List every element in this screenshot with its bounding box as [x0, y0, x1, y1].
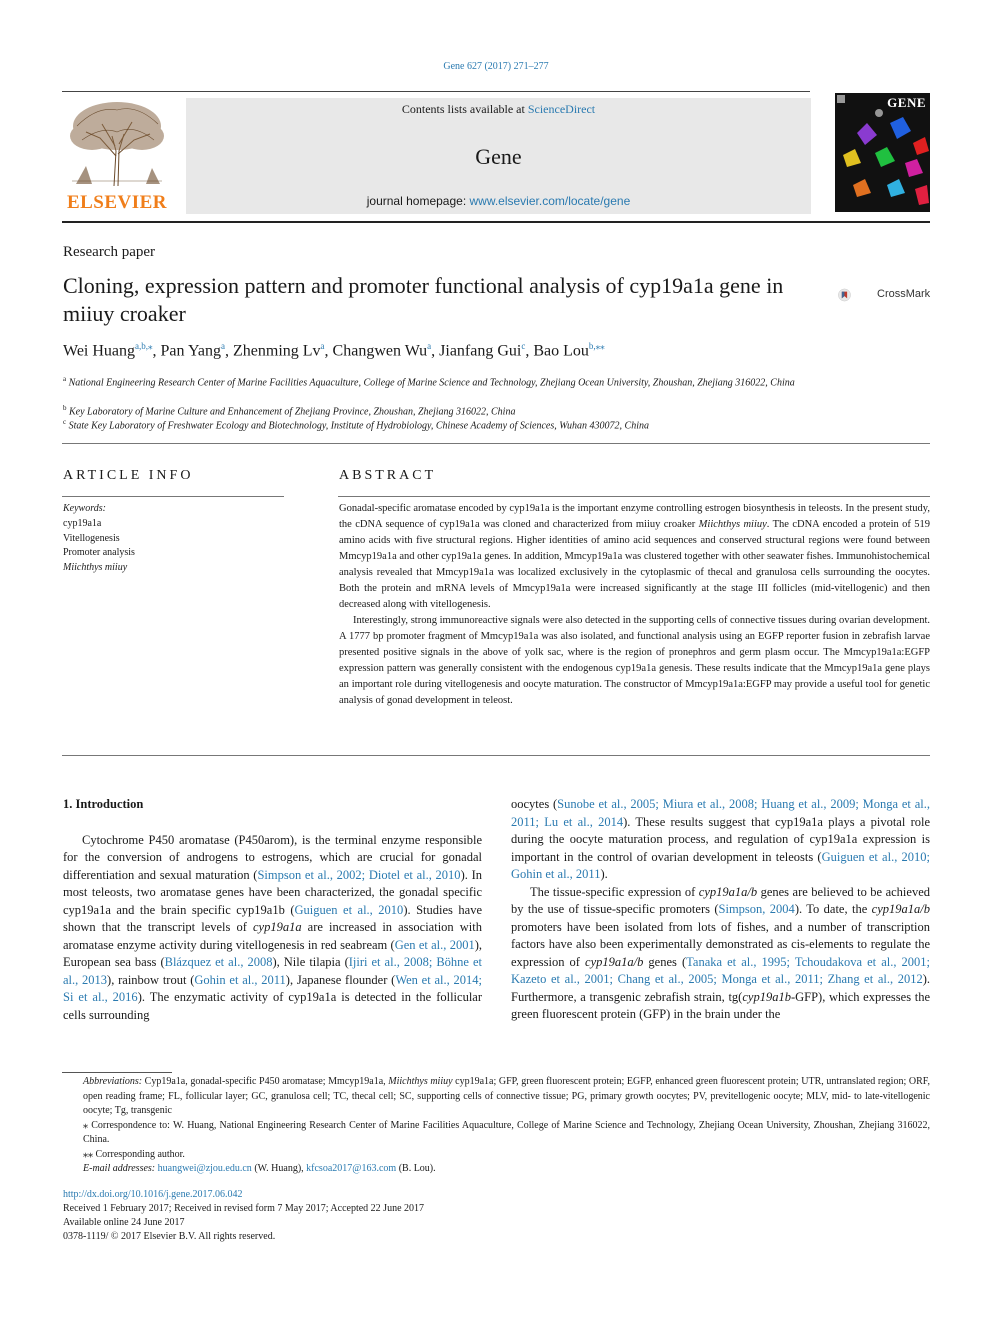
corresponding-author-footnote: ⁎⁎ Corresponding author.	[83, 1148, 185, 1160]
section-heading: 1. Introduction	[63, 797, 144, 811]
text-run: ), rainbow trout (	[107, 972, 195, 987]
text-run: ). The enzymatic activity of cyp19a1a is detected in the follicular cells surrounding	[63, 990, 483, 1022]
text-run: cyp19a1a; GFP, green fluorescent protein; EGFP, enhanced green fluorescent protein; UTR, untranslated region; ORF, open reading frame; FL, follicular layer; GC, granulosa cell; TC, thecal cell; SC, supporting cells of connective tissue; PG, primary growth oocytes; PV, previtellogenic oocyte; MLV, mid- to late-vitellogenic oocyte; Tg, transgenic	[83, 1076, 931, 1116]
citation-link[interactable]: Tanaka et al., 1995; Tchoudakova et al., 2001; Kazeto et al., 2001; Chang et al., 2005; Monga et al., 2011; Zhang et al., 2012	[511, 954, 931, 986]
abstract-bottom-rule	[62, 755, 930, 756]
species-name: Miichthys miiuy	[698, 519, 767, 530]
journal-name: Gene	[475, 144, 522, 169]
body-column-right	[511, 796, 930, 1024]
text-run: ). These results suggest that cyp19a1a plays a pivotal role during the oocyte maturation process, and regulation of cyp19a1a expression is important in the control of ovarian development in teleosts (	[511, 814, 930, 864]
author-affil-mark[interactable]: b,⁎⁎	[588, 341, 605, 351]
text-run: promoters have been isolated from lots of fishes, and a number of transcription factors have also been experimentally demonstrated as cis-elements to regulate the expression of	[511, 919, 930, 969]
text-run: Cyp19a1a, gonadal-specific P450 aromatase; Mmcyp19a1a,	[142, 1076, 389, 1087]
text-run: oocytes (	[511, 797, 558, 811]
article-info-rule	[62, 496, 284, 497]
article-history: Received 1 February 2017; Received in revised form 7 May 2017; Accepted 22 June 2017	[63, 1203, 425, 1214]
keyword: Miichthys miiuy	[63, 561, 128, 573]
footnotes	[63, 1075, 930, 1177]
citation-link[interactable]: Gen et al., 2001	[394, 937, 475, 952]
citation-link[interactable]: Ijiri et al., 2008; Böhne et al., 2013	[63, 955, 483, 987]
affiliation-mark: b	[63, 404, 67, 412]
text-run: ), Japanese flounder (	[285, 972, 396, 987]
contents-prefix: Contents lists available at	[401, 102, 528, 116]
citation-link[interactable]: Simpson et al., 2002; Diotel et al., 2010	[257, 867, 461, 882]
gene-name: cyp19a1a/b	[871, 902, 930, 916]
text-run: The tissue-specific expression of	[530, 884, 699, 899]
crossmark-label[interactable]: CrossMark	[877, 288, 931, 300]
abstract-heading: ABSTRACT	[339, 468, 437, 483]
email-label: E-mail addresses:	[83, 1163, 156, 1174]
header-divider	[62, 91, 810, 92]
affiliation	[63, 415, 803, 433]
gene-name: cyp19a1b	[742, 989, 791, 1004]
gene-name: cyp19a1a	[252, 920, 302, 934]
gene-name: cyp19a1a/b	[585, 954, 644, 969]
citation-link[interactable]: Guiguen et al., 2010; Gohin et al., 2011	[511, 849, 930, 881]
journal-citation[interactable]: Gene 627 (2017) 271–277	[443, 61, 549, 72]
affiliation-mark: a	[63, 375, 67, 383]
text-run: genes (	[643, 954, 687, 969]
citation-link[interactable]: Gohin et al., 2011	[194, 972, 286, 987]
author-name[interactable]: Jianfang Gui	[439, 342, 522, 360]
affiliation-divider	[62, 443, 930, 444]
text-run: are increased in association with aromatase enzyme activity during vitellogenesis in red seabream (	[63, 920, 482, 952]
correspondence-footnote: ⁎ Correspondence to: W. Huang, National Engineering Research Center of Marine Facilities Aquaculture, College of Marine Science and Technology, Zhejiang Ocean University, Zhoushan, Zhejiang 316022, China.	[83, 1119, 930, 1145]
keyword: cyp19a1a	[63, 518, 102, 529]
text-run: (B. Lou).	[396, 1163, 436, 1174]
abstract-paragraph: Interestingly, strong immunoreactive signals were also detected in the supporting cells of connective tissues during ovarian development. A 1777 bp promoter fragment of Mmcyp19a1a was also isolated, and functional analysis using an EGFP reporter fusion in zebrafish larvae presented positive signals in the above of yolk sac, where is the region of pronephros and germ plasm occur. The Mmcyp19a1a:EGFP expression pattern was generally consistent with the endogenous cyp19a1a genesis. These results indicate that the Mmcyp19a1a gene plays an important role during vitellogenesis and oocyte maturation. The constructor of Mmcyp19a1a:EGFP may provide a useful tool for genetic analysis of gonad development in teleost.	[339, 615, 930, 706]
footnote-rule	[62, 1072, 172, 1073]
header-bottom-rule	[62, 221, 930, 223]
author-name[interactable]: Zhenming Lv	[233, 342, 321, 360]
citation-link[interactable]: Blázquez et al., 2008	[164, 955, 273, 969]
body-paragraph	[511, 796, 930, 884]
author-name[interactable]: Bao Lou	[533, 342, 589, 360]
text-run: -GFP), which expresses the green fluorescent protein (GFP) in the brain under the	[511, 989, 930, 1021]
affiliation-text: National Engineering Research Center of Marine Facilities Aquaculture, College of Marine Science and Technology, Zhejiang Ocean University, Zhoushan, Zhejiang 316022, China	[68, 377, 795, 389]
online-date: Available online 24 June 2017	[63, 1217, 185, 1228]
keyword: Vitellogenesis	[63, 532, 120, 544]
journal-homepage-line	[186, 194, 811, 208]
author-name[interactable]: Changwen Wu	[332, 342, 428, 360]
keyword-list	[63, 517, 135, 575]
elsevier-wordmark: ELSEVIER	[66, 192, 168, 213]
author-affil-mark[interactable]: a	[320, 341, 325, 351]
article-info-heading: ARTICLE INFO	[63, 468, 194, 483]
affiliation-mark: c	[63, 418, 67, 426]
author-name[interactable]: Wei Huang	[63, 342, 136, 360]
text-run: Cytochrome P450 aromatase (P450arom), is the terminal enzyme responsible for the conversion of androgens to estrogens, which are crucial for gonadal differentiation and sexual maturation (	[63, 832, 482, 882]
journal-cover-image	[835, 93, 930, 212]
text-run: ). Furthermore, a transgenic zebrafish strain, tg(	[511, 972, 930, 1004]
abbreviations-label: Abbreviations:	[83, 1076, 143, 1087]
author-affil-mark[interactable]: a	[221, 341, 225, 351]
email-footnote	[63, 1162, 930, 1177]
author-name[interactable]: Pan Yang	[160, 342, 221, 360]
text-run: . The cDNA encoded a protein of 519 amino acids with five structural regions. Higher identities of amino acid sequences and conserved structural regions were found between Mmcyp19a1a and other cyp19a1a genes. In addition, Mmcyp19a1a was clustered together with other seawater fishes. Immunohistochemical analysis revealed that Mmcyp19a1a was localized exclusively in the cytoplasmic of thecal and granulosa cells surrounding the oocytes. Both the protein and mRNA levels of Mmcyp19a1a were increased significantly at the stage III follicles (mid-vitellogenic) and then decreased along with vitellogenesis.	[339, 519, 931, 610]
body-paragraph	[63, 832, 482, 1025]
text-run: Gonadal-specific aromatase encoded by cyp19a1a is the important enzyme controlling estrogen biosynthesis in teleosts. In the present study, the cDNA sequence of cyp19a1a was cloned and characterized from miiuy croaker	[339, 503, 930, 530]
author-affil-mark[interactable]: a	[427, 341, 432, 351]
article-title: Cloning, expression pattern and promoter functional analysis of cyp19a1a gene in miiuy croaker	[63, 273, 784, 326]
text-run: ). To date, the	[794, 902, 872, 916]
affiliation-text: Key Laboratory of Marine Culture and Enhancement of Zhejiang Province, Zhoushan, Zhejiang 316022, China	[69, 406, 516, 418]
abstract-rule	[338, 496, 930, 497]
text-run: ), Nile tilapia (	[272, 955, 349, 969]
keyword: Promoter analysis	[63, 547, 135, 558]
abbreviations-footnote	[63, 1075, 930, 1119]
text-run: ).	[600, 867, 608, 881]
author-affil-mark[interactable]: c	[521, 341, 526, 351]
publication-info	[63, 1188, 424, 1244]
citation-link[interactable]: Simpson, 2004	[718, 902, 795, 916]
text-run: ). In most teleosts, two aromatase genes have been characterized, the gonadal specific cyp19a1a and the brain specific cyp19a1b (	[63, 867, 482, 917]
copyright-line: 0378-1119/ © 2017 Elsevier B.V. All rights reserved.	[63, 1231, 276, 1242]
affiliation-text: State Key Laboratory of Freshwater Ecology and Biotechnology, Institute of Hydrobiology, Chinese Academy of Sciences, Wuhan 430072, China	[68, 420, 649, 432]
text-run: genes are believed to be achieved by the use of tissue-specific promoters (	[511, 884, 931, 916]
email-link[interactable]: kfcsoa2017@163.com	[306, 1163, 397, 1174]
body-paragraph	[511, 884, 930, 1024]
citation-link[interactable]: Sunobe et al., 2005; Miura et al., 2008; Huang et al., 2009; Monga et al., 2011; Lu et al., 2014	[511, 797, 930, 829]
keywords-label: Keywords:	[63, 503, 106, 514]
text-run: ), European sea bass (	[63, 937, 482, 969]
sciencedirect-link[interactable]: ScienceDirect	[527, 102, 596, 116]
gene-name: cyp19a1a/b	[698, 884, 758, 899]
article-type: Research paper	[63, 244, 156, 260]
crossmark-icon[interactable]	[838, 278, 876, 312]
abstract-body	[339, 501, 930, 709]
citation-link[interactable]: Guiguen et al., 2010	[294, 902, 404, 917]
species-name: Miichthys miiuy	[388, 1076, 453, 1087]
journal-homepage-link[interactable]: www.elsevier.com/locate/gene	[469, 194, 631, 208]
author-affil-mark[interactable]: a,b,⁎	[135, 341, 153, 351]
body-column-left	[63, 796, 482, 1024]
affiliation	[63, 372, 803, 390]
author-list: Wei Huang$^{a,b,⁎}$, Pan Yang$^a$, Zhenming Lv$^a$, Changwen Wu$^a$, Jianfang Gui$^c$, Bao Lou$^{b,⁎⁎}$	[63, 341, 605, 360]
contents-available-line	[186, 102, 811, 117]
text-run: (W. Huang),	[251, 1163, 307, 1174]
cover-title: GENE	[887, 95, 926, 110]
homepage-prefix: journal homepage:	[366, 194, 470, 208]
text-run: ). Studies have shown that the transcript levels of	[63, 902, 482, 934]
doi-link[interactable]: http://dx.doi.org/10.1016/j.gene.2017.06.042	[63, 1189, 243, 1200]
email-link[interactable]: huangwei@zjou.edu.cn	[157, 1163, 252, 1174]
abstract-paragraph	[339, 501, 930, 613]
citation-link[interactable]: Wen et al., 2014; Si et al., 2016	[63, 972, 482, 1004]
